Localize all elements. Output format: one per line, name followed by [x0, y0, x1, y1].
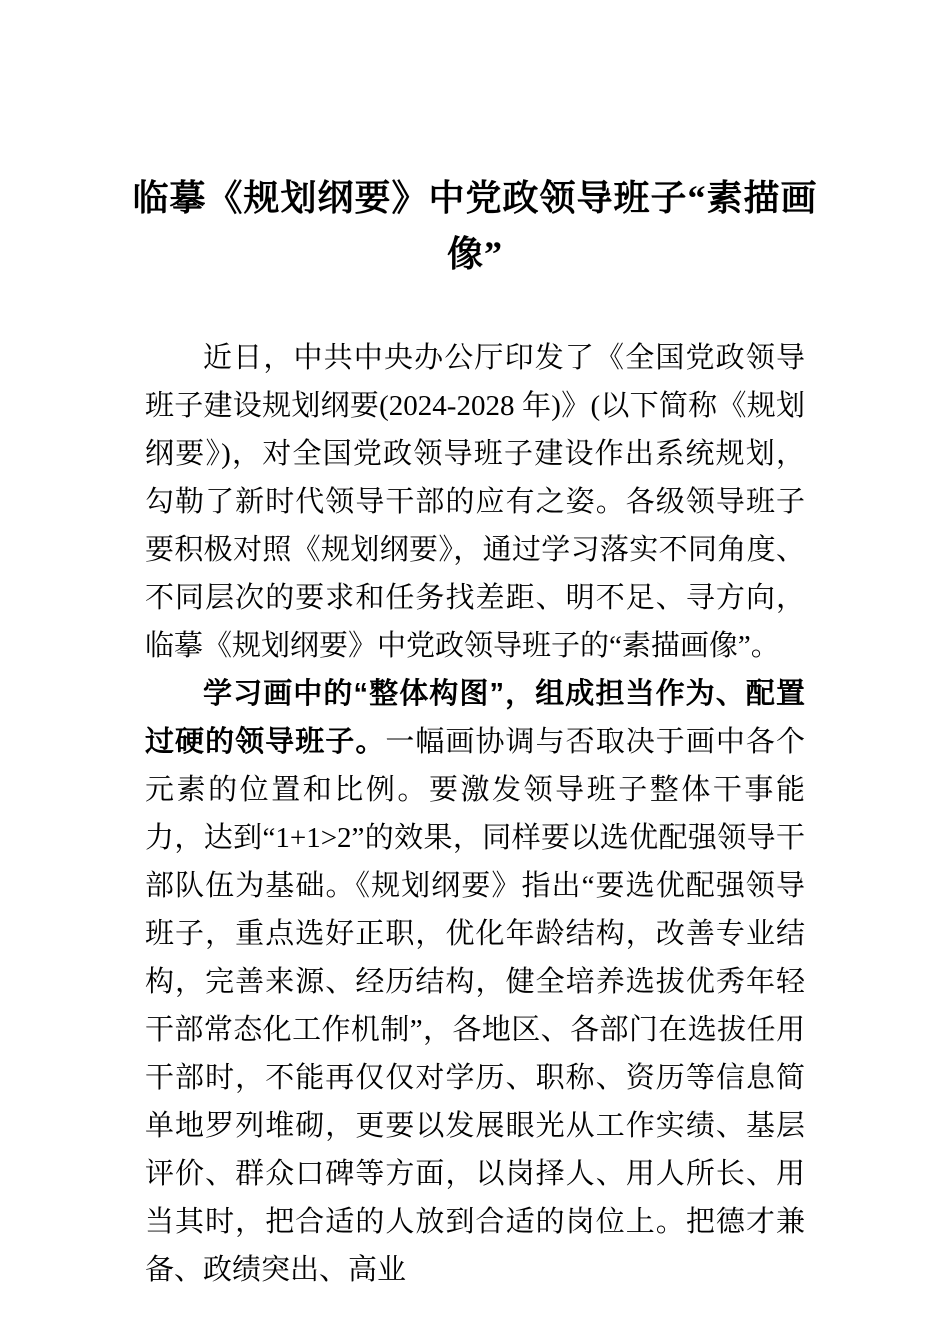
document-title: 临摹《规划纲要》中党政领导班子“素描画像”	[132, 178, 818, 274]
paragraph-section	[145, 670, 805, 1294]
paragraph-section-text: 一幅画协调与否取决于画中各个元素的位置和比例。要激发领导班子整体干事能力，达到“1+1>2”的效果，同样要以选优配强领导干部队伍为基础。《规划纲要》指出“要选优配强领导班子，重点选好正职，优化年龄结构，改善专业结构，完善来源、经历结构，健全培养选拔优秀年轻干部常态化工作机制”，各地区、各部门在选拔任用干部时，不能再仅仅对学历、职称、资历等信息简单地罗列堆砌，更要以发展眼光从工作实绩、基层评价、群众口碑等方面，以岗择人、用人所长、用当其时，把合适的人放到合适的岗位上。把德才兼备、政绩突出、高业	[145, 726, 805, 1286]
paragraph-intro	[145, 334, 805, 670]
document-body	[145, 334, 805, 1294]
paragraph-section-lead: 学习画中的“整体构图”，组成担当作为、配置过硬的领导班子。	[145, 678, 805, 758]
paragraph-intro-text: 近日，中共中央办公厅印发了《全国党政领导班子建设规划纲要(2024-2028 年)》(以下简称《规划纲要》)，对全国党政领导班子建设作出系统规划，勾勒了新时代领导干部的应有之姿。各级领导班子要积极对照《规划纲要》，通过学习落实不同角度、不同层次的要求和任务找差距、明不足、寻方向，临摹《规划纲要》中党政领导班子的“素描画像”。	[145, 342, 805, 662]
